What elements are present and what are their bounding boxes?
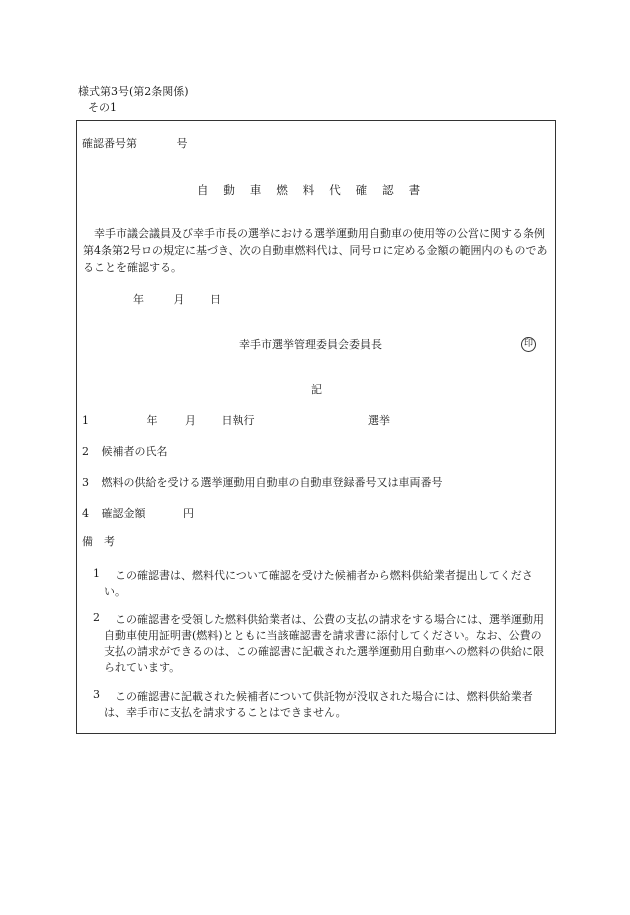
ki-heading: 記 [311, 383, 322, 396]
remarks-label: 備 考 [82, 535, 115, 548]
item-1-election: 選挙 [368, 414, 390, 427]
body-text: 幸手市議会議員及び幸手市長の選挙における選挙運動用自動車の使用等の公営に関する条例第4条第2号ロの規定に基づき、次の自動車燃料代は、同号ロに定める金額の範囲内のものであることを確認する。 [83, 227, 548, 274]
item-1-year: 年 [146, 414, 158, 427]
item-4 [82, 508, 194, 519]
sub-number: その1 [88, 101, 117, 114]
note-3 [93, 689, 551, 721]
item-3-number: 3 [82, 476, 89, 489]
document-title: 自動車燃料代確認書 [196, 183, 436, 197]
note-2-number: 2 [93, 611, 100, 624]
confirm-number-label: 確認番号第 [82, 137, 137, 150]
item-3 [82, 477, 443, 488]
item-4-number: 4 [82, 507, 89, 520]
item-3-text: 燃料の供給を受ける選挙運動用自動車の自動車登録番号又は車両番号 [101, 476, 443, 489]
item-1 [82, 415, 390, 426]
issuer-name: 幸手市選挙管理委員会委員長 [239, 338, 382, 351]
item-4-unit: 円 [183, 507, 194, 520]
confirm-number-line [82, 138, 188, 149]
item-2-text: 候補者の氏名 [101, 445, 168, 458]
date-month: 月 [173, 293, 185, 306]
item-4-text: 確認金額 [101, 507, 146, 520]
confirm-number-suffix: 号 [176, 137, 188, 150]
note-3-text: この確認書に記載された候補者について供託物が没収された場合には、燃料供給業者は、幸手市に支払を請求することはできません。 [104, 690, 533, 719]
form-number: 様式第3号(第2条関係) [78, 85, 189, 98]
note-3-number: 3 [93, 688, 100, 701]
seal-mark: 印 [521, 337, 536, 352]
note-2 [93, 612, 551, 676]
item-1-number: 1 [82, 414, 89, 427]
confirmation-form [76, 120, 556, 734]
item-2 [82, 446, 168, 457]
note-2-text: この確認書を受領した燃料供給業者は、公費の支払の請求をする場合には、選挙運動用自動車使用証明書(燃料)とともに当該確認書を請求書に添付してください。なお、公費の支払の請求ができるのは、この確認書に記載された選挙運動用自動車への燃料の供給に限られています。 [104, 613, 544, 674]
item-2-number: 2 [82, 445, 89, 458]
note-1-number: 1 [93, 567, 100, 580]
date-day: 日 [210, 293, 221, 306]
item-1-month: 月 [185, 414, 196, 427]
date-line [133, 294, 221, 305]
item-1-day-exec: 日執行 [221, 414, 255, 427]
date-year: 年 [133, 293, 144, 306]
note-1 [93, 568, 551, 600]
note-1-text: この確認書は、燃料代について確認を受けた候補者から燃料供給業者提出してください。 [104, 569, 533, 598]
